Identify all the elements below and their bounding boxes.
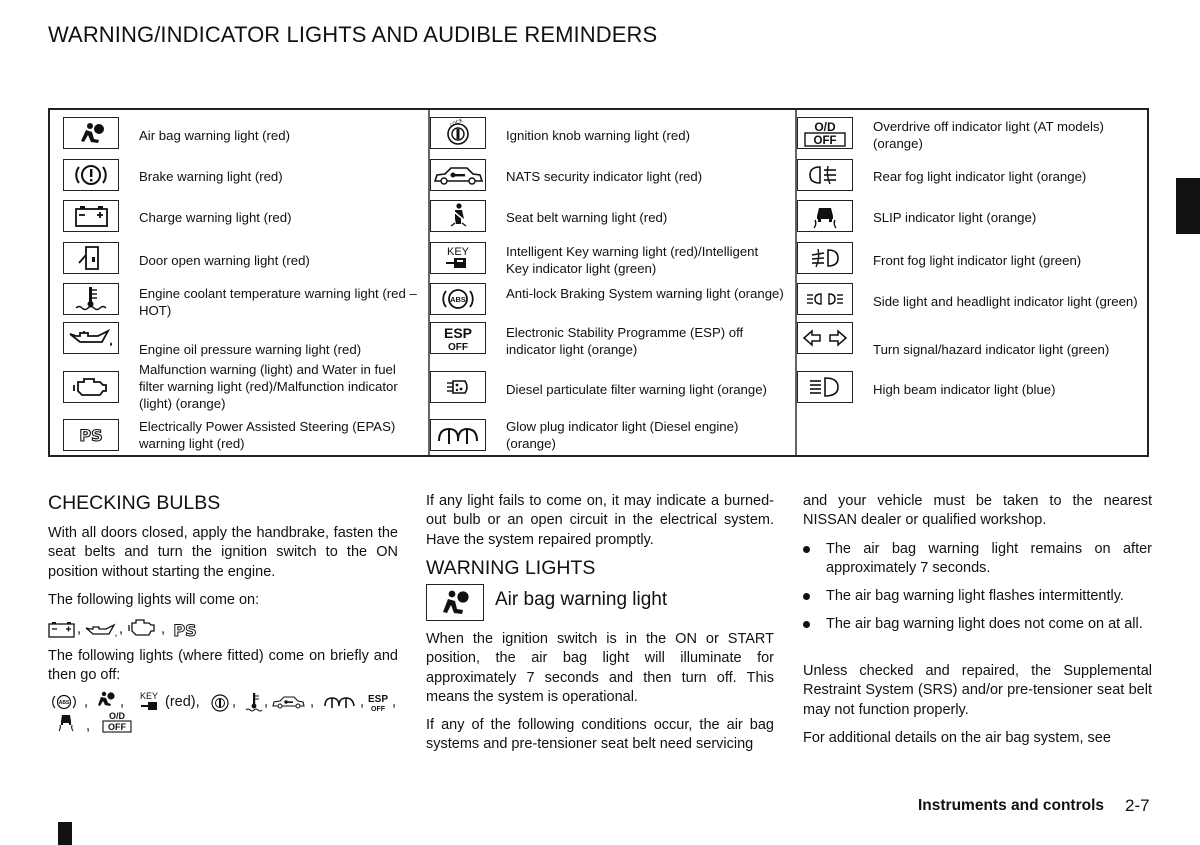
glow-plug-icon xyxy=(430,419,486,451)
ignition-knob-icon xyxy=(208,691,232,713)
indicator-row xyxy=(50,419,429,455)
overdrive-off-icon xyxy=(797,117,853,149)
inline-icon-row: , , , PS xyxy=(48,617,398,643)
indicator-row xyxy=(417,279,796,319)
indicator-column-2 xyxy=(417,110,796,455)
indicator-row xyxy=(417,419,796,455)
indicator-row xyxy=(784,319,1147,359)
coolant-temperature-icon xyxy=(244,691,266,713)
indicator-row xyxy=(417,195,796,236)
corner-crop-mark xyxy=(58,822,72,845)
paragraph: and your vehicle must be taken to the nearest NISSAN dealer or qualified workshop. xyxy=(803,493,1152,529)
indicator-row xyxy=(417,319,796,359)
inline-icon-row: ABS , , KEY (red), , , , , ESP OFF , , O/D OFF xyxy=(48,690,408,738)
brake-warning-icon xyxy=(63,159,119,191)
indicator-row xyxy=(784,359,1147,419)
paragraph: The following lights (where fitted) come on briefly and then go off: xyxy=(48,648,398,684)
od-off-inline-text: OFF xyxy=(108,722,126,732)
svg-text:ABS: ABS xyxy=(58,700,70,706)
footer-section-name: Instruments and controls xyxy=(918,797,1105,814)
paragraph: The following lights will come on: xyxy=(48,592,260,608)
ps-icon xyxy=(170,620,200,639)
paragraph: If any light fails to come on, it may indicate a burned-out bulb or an open circuit in the electrical system. Have the system repaired promptly. xyxy=(426,493,774,548)
turn-signal-icon xyxy=(797,322,853,354)
coolant-temperature-icon xyxy=(63,283,119,315)
ps-inline-text: PS xyxy=(173,621,197,639)
oil-pressure-icon xyxy=(85,623,118,638)
abs-icon xyxy=(430,283,486,315)
battery-charge-icon xyxy=(63,200,119,232)
indicator-row xyxy=(50,154,429,195)
bullet-item xyxy=(803,615,1152,635)
indicator-row xyxy=(784,154,1147,195)
indicator-row xyxy=(50,110,429,154)
bullet-dot xyxy=(803,621,810,628)
indicator-label: Electrically Power Assisted Steering (EPAS) warning light (red) xyxy=(139,419,396,451)
ignition-knob-icon xyxy=(430,117,486,149)
indicator-label: Turn signal/hazard indicator light (green) xyxy=(873,342,1110,357)
indicator-label: Seat belt warning light (red) xyxy=(506,210,668,225)
indicator-label: Engine coolant temperature warning light (red – HOT) xyxy=(139,286,417,318)
indicator-label: SLIP indicator light (orange) xyxy=(873,210,1037,225)
esp-off-inline-text: OFF xyxy=(371,706,385,713)
seat-belt-icon xyxy=(430,200,486,232)
indicator-row xyxy=(417,154,796,195)
abs-icon xyxy=(52,692,76,712)
esp-off-icon xyxy=(430,322,486,354)
check-engine-icon xyxy=(128,617,158,639)
indicator-row xyxy=(50,195,429,236)
section-heading-warning-lights: WARNING LIGHTS xyxy=(426,557,596,579)
indicator-label: NATS security indicator light (red) xyxy=(506,169,703,184)
indicator-row xyxy=(50,279,429,319)
paragraph: Unless checked and repaired, the Supplemental Restraint System (SRS) and/or pre-tensioner seat belt may not function properly. xyxy=(803,663,1152,718)
ps-icon xyxy=(63,419,119,451)
indicator-label: Rear fog light indicator light (orange) xyxy=(873,169,1087,184)
section-heading-checking-bulbs: CHECKING BULBS xyxy=(48,492,221,514)
airbag-icon xyxy=(63,117,119,149)
page-title: WARNING/INDICATOR LIGHTS AND AUDIBLE REMINDERS xyxy=(48,22,658,47)
indicator-label: Engine oil pressure warning light (red) xyxy=(139,342,362,357)
nats-security-icon xyxy=(272,694,306,710)
glow-plug-icon xyxy=(323,695,357,710)
subheading-air-bag-warning-light: Air bag warning light xyxy=(495,589,668,610)
paragraph: With all doors closed, apply the handbrake, fasten the seat belts and turn the ignition switch to the ON position without starting the engine. xyxy=(48,525,398,580)
section-tab-marker xyxy=(1176,178,1200,234)
indicator-row xyxy=(50,359,429,419)
intelligent-key-icon xyxy=(138,690,160,712)
intelligent-key-icon xyxy=(430,242,486,274)
od-icon-text: O/D xyxy=(814,120,836,134)
esp-icon-text: ESP xyxy=(443,325,473,341)
indicator-row xyxy=(784,110,1147,154)
indicator-label: Charge warning light (red) xyxy=(139,210,292,225)
indicator-label: Side light and headlight indicator light (green) xyxy=(873,294,1138,309)
indicator-label: Electronic Stability Programme (ESP) off indicator light (orange) xyxy=(506,325,744,357)
od-off-icon-text: OFF xyxy=(813,135,837,147)
indicator-label: High beam indicator light (blue) xyxy=(873,382,1056,397)
bullet-item xyxy=(803,540,1152,577)
airbag-icon xyxy=(96,690,118,710)
od-inline-text: O/D xyxy=(108,711,126,721)
key-inline-text: KEY xyxy=(139,691,159,701)
bullet-text: The air bag warning light remains on after approximately 7 seconds. xyxy=(826,541,1152,577)
indicator-label: Intelligent Key warning light (red)/Intelligent Key indicator light (green) xyxy=(506,244,759,276)
esp-off-icon-text: OFF xyxy=(448,342,468,353)
bullet-text: The air bag warning light does not come on at all. xyxy=(826,616,1143,632)
paragraph: For additional details on the air bag system, see xyxy=(803,730,1111,746)
indicator-row xyxy=(784,279,1147,319)
indicator-table xyxy=(48,108,1149,457)
indicator-column-1 xyxy=(50,110,429,455)
indicator-label: Anti-lock Braking System warning light (orange) xyxy=(506,286,784,301)
ignition-knob-text: LOCK xyxy=(449,118,464,129)
indicator-row xyxy=(784,195,1147,236)
overdrive-off-icon xyxy=(101,710,133,734)
high-beam-icon xyxy=(797,371,853,403)
page-number: 2-7 xyxy=(1125,796,1150,815)
indicator-row xyxy=(50,319,429,359)
side-headlight-icon xyxy=(797,283,853,315)
oil-pressure-icon xyxy=(63,322,119,354)
indicator-label: Brake warning light (red) xyxy=(139,169,283,184)
bullet-dot xyxy=(803,546,810,553)
indicator-label: Glow plug indicator light (Diesel engine) (orange) xyxy=(506,419,739,451)
indicator-row xyxy=(50,236,429,279)
ps-icon-text: PS xyxy=(79,426,103,445)
bullet-item xyxy=(803,587,1152,607)
check-engine-icon xyxy=(63,371,119,403)
key-icon-text: KEY xyxy=(446,246,470,258)
indicator-label: Air bag warning light (red) xyxy=(139,128,290,143)
inline-text-red: (red), xyxy=(165,694,200,710)
indicator-label: Overdrive off indicator light (AT models) (orange) xyxy=(873,119,1104,151)
indicator-row xyxy=(417,236,796,279)
nats-security-icon xyxy=(430,159,486,191)
paragraph: When the ignition switch is in the ON or START position, the air bag light will illuminate for approximately 7 seconds and then turn off. This means the system is operational. xyxy=(426,631,774,705)
indicator-label: Front fog light indicator light (green) xyxy=(873,253,1082,268)
diesel-particulate-filter-icon xyxy=(430,371,486,403)
paragraph: If any of the following conditions occur, the air bag systems and pre-tensioner seat belt need servicing xyxy=(426,717,774,753)
indicator-label: Ignition knob warning light (red) xyxy=(506,128,690,143)
indicator-row xyxy=(784,236,1147,279)
door-open-icon xyxy=(63,242,119,274)
esp-inline-text: ESP xyxy=(367,694,389,705)
indicator-label: Door open warning light (red) xyxy=(139,253,310,268)
slip-indicator-icon xyxy=(55,713,77,732)
front-fog-light-icon xyxy=(797,242,853,274)
bullet-dot xyxy=(803,593,810,600)
indicator-label: Malfunction warning (light) and Water in fuel filter warning light (red)/Malfunction indicator (light) (orange) xyxy=(139,362,398,411)
airbag-icon xyxy=(426,584,484,621)
abs-icon-text: ABS xyxy=(450,295,466,304)
esp-off-icon xyxy=(366,692,390,714)
rear-fog-light-icon xyxy=(797,159,853,191)
indicator-row xyxy=(417,359,796,419)
slip-indicator-icon xyxy=(797,200,853,232)
battery-charge-icon xyxy=(48,621,75,638)
bullet-text: The air bag warning light flashes intermittently. xyxy=(826,588,1124,604)
indicator-label: Diesel particulate filter warning light (orange) xyxy=(506,382,767,397)
indicator-row xyxy=(417,110,796,154)
indicator-column-3 xyxy=(784,110,1147,455)
